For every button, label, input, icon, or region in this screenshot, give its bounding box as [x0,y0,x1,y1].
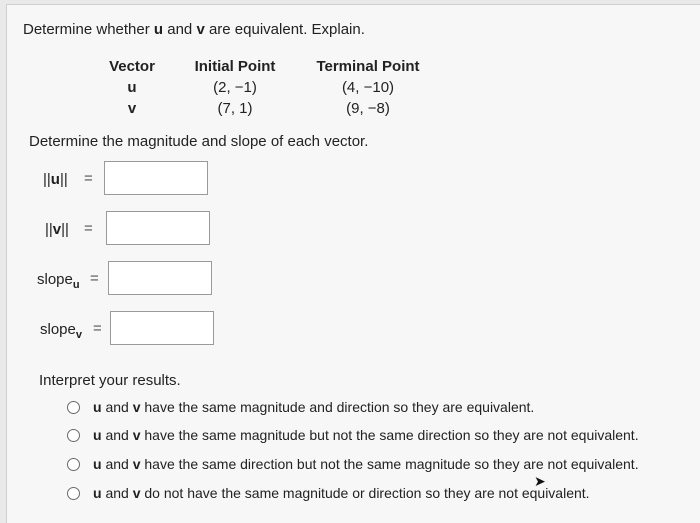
option-text[interactable]: u and v have the same direction but not the same magnitude so they are not equivalent. [93,456,639,472]
slope-v-input[interactable] [110,311,214,345]
radio-button[interactable] [67,429,80,442]
mouse-pointer-icon: ➤ [534,473,546,489]
equals-sign: = [93,320,102,337]
terminal-point: (9, −8) [346,100,390,117]
magnitude-v-input[interactable] [106,211,210,245]
magnitude-v-label: ||v|| [45,221,69,238]
magnitude-u-label: ||u|| [43,171,68,188]
radio-button[interactable] [67,487,80,500]
slope-v-label: slope$_v$ [40,321,82,341]
magnitude-u-input[interactable] [104,161,208,195]
slope-u-input[interactable] [108,261,212,295]
question-title: Determine whether u and v are equivalent. Explain. [23,21,365,38]
radio-button[interactable] [67,401,80,414]
option-text[interactable]: u and v have the same magnitude and direction so they are equivalent. [93,399,535,415]
equals-sign: = [84,220,93,237]
magnitude-prompt: Determine the magnitude and slope of each vector. [29,133,369,150]
vector-name: v [127,100,137,117]
interpret-label: Interpret your results. [39,372,181,389]
terminal-point: (4, −10) [341,79,395,96]
initial-point: (2, −1) [213,79,257,96]
slope-u-label: slope$_u$ [37,271,80,291]
equals-sign: = [84,170,93,187]
option-text[interactable]: u and v do not have the same magnitude or direction so they are not equivalent. [93,485,590,501]
question-panel [6,4,700,523]
initial-point: (7, 1) [217,100,253,117]
header-initial-point: Initial Point [194,58,276,75]
radio-button[interactable] [67,458,80,471]
vector-name: u [127,79,137,96]
equals-sign: = [90,270,99,287]
header-vector: Vector [109,58,155,75]
option-text[interactable]: u and v have the same magnitude but not the same direction so they are not equivalent. [93,427,639,443]
header-terminal-point: Terminal Point [316,58,420,75]
